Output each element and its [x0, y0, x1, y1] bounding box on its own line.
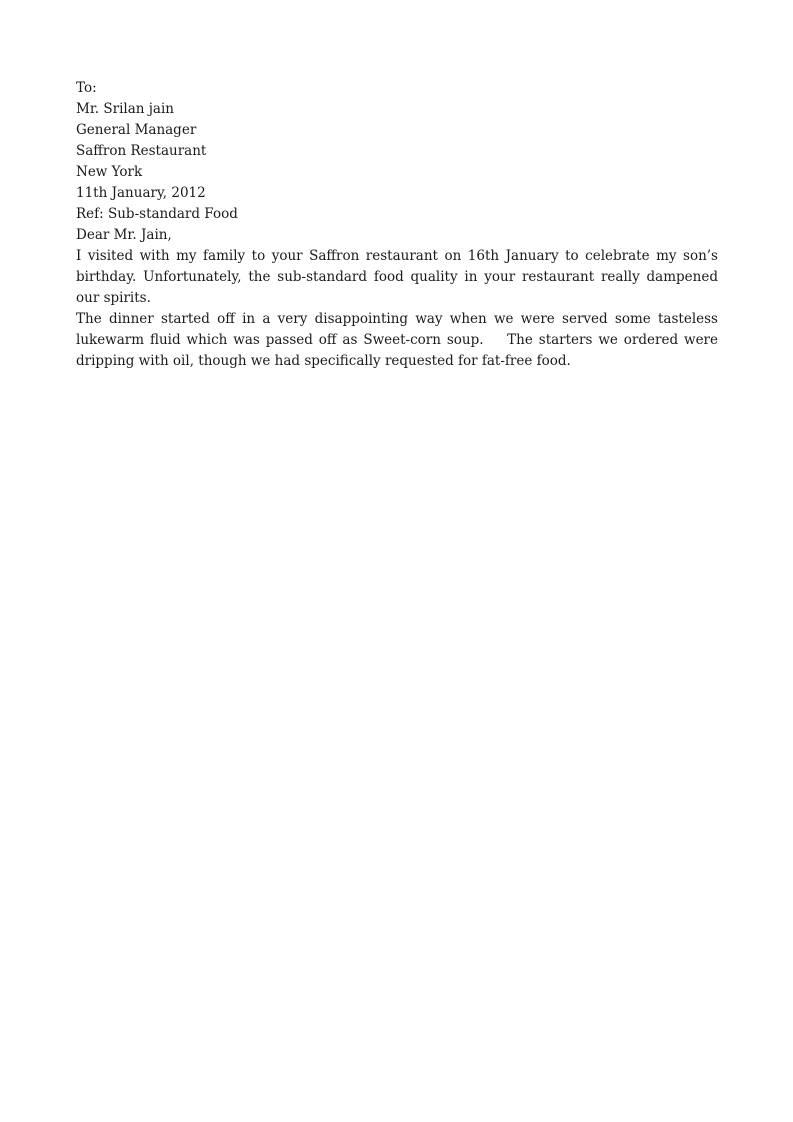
paragraph-1: I visited with my family to your Saffron restaurant on 16th January to celebrate my son’s birthday. Unfortunately, the sub-standard food quality in your restaurant really dampened our spirits. — [76, 248, 718, 306]
to-label: To: — [76, 80, 97, 96]
recipient-title: General Manager — [76, 122, 197, 138]
recipient-company: Saffron Restaurant — [76, 143, 207, 159]
letter-date: 11th January, 2012 — [76, 185, 206, 201]
paragraph-2: The dinner started off in a very disappointing way when we were served some tasteless lukewarm fluid which was passed off as Sweet-corn soup. The starters we ordered were dripping with oil, though we had specifically requested for fat-free food. — [76, 311, 723, 369]
recipient-city: New York — [76, 164, 143, 180]
reference-line: Ref: Sub-standard Food — [76, 206, 238, 222]
recipient-name: Mr. Srilan jain — [76, 101, 174, 117]
letter-body — [76, 78, 723, 372]
salutation: Dear Mr. Jain, — [76, 227, 172, 243]
